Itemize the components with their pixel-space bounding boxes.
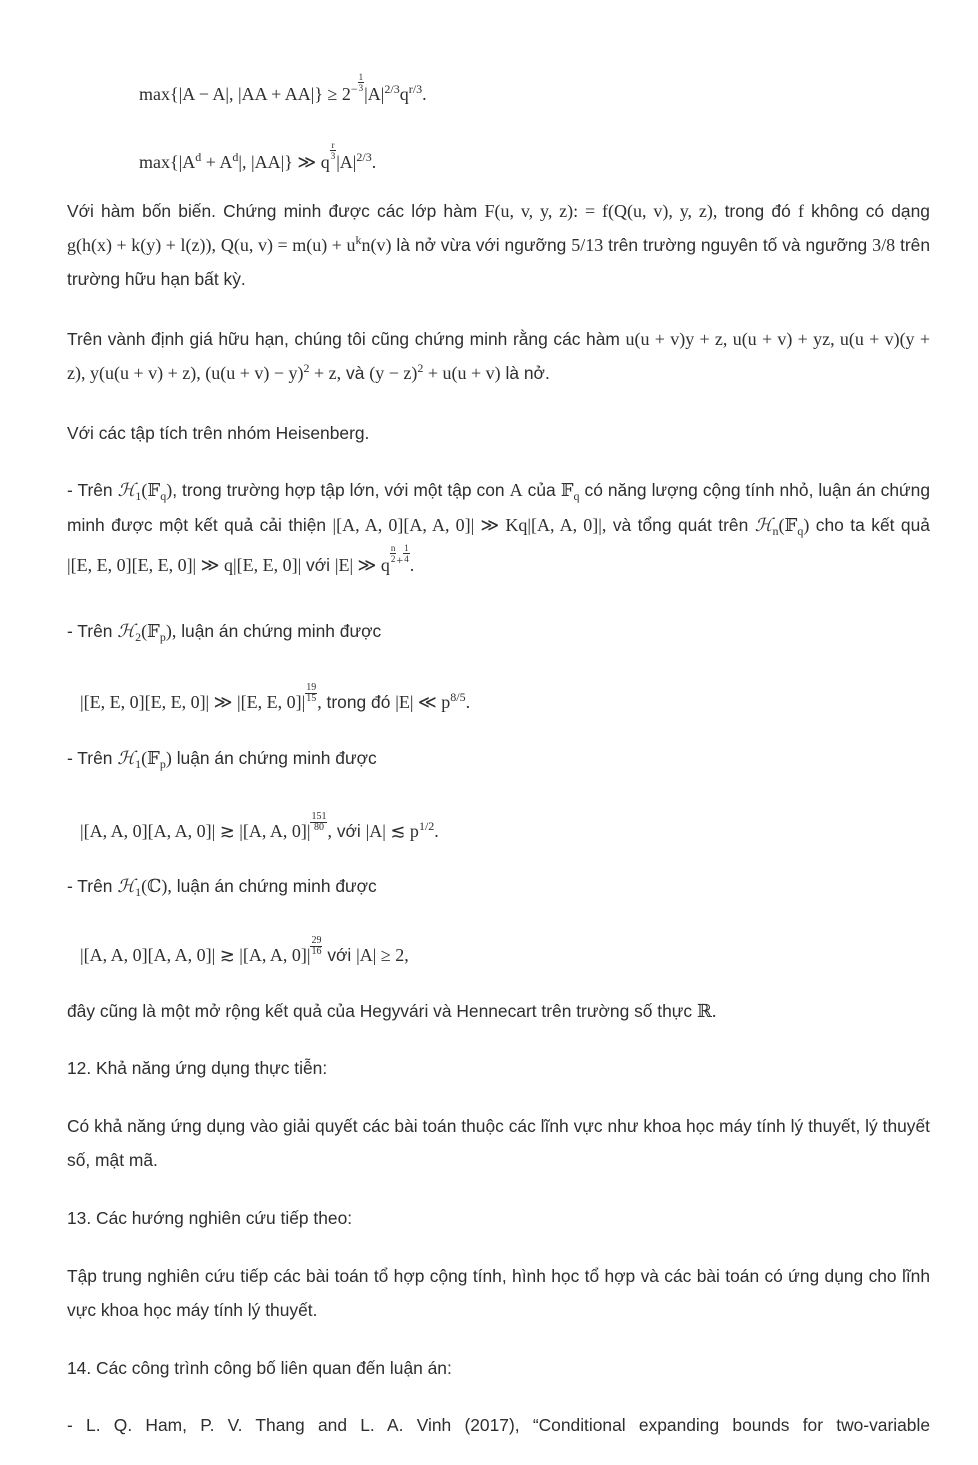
section-14-heading: 14. Các công trình công bố liên quan đến luận án:	[67, 1358, 452, 1378]
display-formula-2: $\max\{|A^d + A^d|$, |AA|} ≫ q $^{\frac{r}{3}}$ $|A|^{2/3}$.	[139, 140, 377, 172]
text-span: không có dạng	[811, 201, 930, 221]
math-threshold-3-8: 3/8	[872, 235, 896, 255]
math-lhs: |[A, A, 0][A, A, 0]| ≳ |[A, A, 0]|	[80, 945, 311, 965]
text-span: cho ta kết quả	[815, 515, 930, 535]
paragraph-four-variable-functions	[67, 194, 930, 296]
paragraph-h1-c	[67, 869, 930, 904]
text-span: với	[336, 821, 361, 841]
math-real-numbers: ℝ.	[696, 1001, 717, 1021]
math-f: f	[797, 201, 804, 221]
paragraph-h1-fq-large-set	[67, 473, 930, 582]
text-span: đây cũng là một mở rộng kết quả của Hegyvári và Hennecart trên trường số thực	[67, 1001, 693, 1021]
text-span: có năng lượng cộng tính nhỏ, luận án chứng minh được một kết quả cải thiện	[67, 480, 930, 535]
math-exponent: $\frac{19}{15}$	[306, 682, 317, 704]
math-field-fq: 𝔽$_q$	[560, 480, 580, 503]
math-heisenberg-hn-fq: ℋ$_n$(𝔽$_q$)	[754, 515, 810, 538]
math-lhs: |[A, A, 0][A, A, 0]| ≳ |[A, A, 0]|	[80, 821, 311, 841]
display-formula-h1-c	[80, 936, 409, 966]
text-span: luận án chứng minh được	[176, 748, 377, 768]
text-span: và	[346, 363, 365, 383]
paragraph-hegyvari	[67, 994, 930, 1028]
text-span: trong đó	[724, 201, 791, 221]
math-heisenberg-h1-fq: ℋ$_1$(𝔽$_q$)	[117, 480, 173, 503]
math-Q-def: Q(u, $v) = m(u) + u^kn(v)$	[220, 233, 392, 255]
section-12-heading: 12. Khả năng ứng dụng thực tiễn:	[67, 1058, 328, 1078]
math-lhs: |[E, E, 0][E, E, 0]| ≫ |[E, E, 0]|	[80, 692, 306, 712]
text-span: trong đó	[326, 692, 391, 712]
text-span: luận án chứng minh được	[181, 621, 382, 641]
math-function-list: u(u + v)y + z, u(u + v) + yz, u(u + v)(y + z), y(u(u + v) + z), $(u(u + v) - y)^2 + z$,	[67, 329, 930, 383]
heisenberg-intro: Với các tập tích trên nhóm Heisenberg.	[67, 423, 370, 443]
text-span: Trên vành định giá hữu hạn, chúng tôi cũng chứng minh rằng các hàm	[67, 329, 620, 349]
math-heisenberg-h1-c: ℋ$_1$(ℂ),	[117, 876, 172, 899]
text-span: - Trên	[67, 876, 113, 896]
text-span: với	[327, 945, 352, 965]
text-span: là nở.	[505, 363, 550, 383]
display-formula-h1-fp: |[A, A, 0][A, A, 0]| ≳ |[A, A, 0]| $\frac{151}{80}$ , với |A| ≲ $p^{1/2}$.	[80, 811, 439, 841]
math-exponent: $\frac{151}{80}$	[311, 811, 327, 833]
text-span: của	[527, 480, 556, 500]
section-12-body: Có khả năng ứng dụng vào giải quyết các bài toán thuộc các lĩnh vực như khoa học máy tính lý thuyết, lý thuyết số, mật mã.	[67, 1116, 930, 1170]
math-threshold-5-13: 5/13	[571, 235, 604, 255]
math-exponent: $\frac{29}{16}$	[311, 935, 322, 957]
text-span: - Trên	[67, 748, 113, 768]
math-condition: |E| ≪ $p^{8/5}$.	[395, 690, 471, 712]
paragraph-valuation-ring	[67, 322, 930, 390]
paragraph-h2-fp	[67, 614, 930, 649]
text-span: luận án chứng minh được	[176, 876, 377, 896]
display-formula-h2-fp: |[E, E, 0][E, E, 0]| ≫ |[E, E, 0]| $\frac{19}{15}$ , trong đó |E| ≪ $p^{8/5}$.	[80, 682, 471, 712]
math-condition: |A| ≲ $p^{1/2}$.	[365, 819, 439, 841]
math-condition-E: |E| ≫ q $^{\frac{n}{2} + \frac{1}{4}}$ .	[334, 543, 415, 575]
math-g-form: g(h(x) + k(y) + l(z)),	[67, 235, 216, 255]
math-result-improved: |[A, A, 0][A, A, 0]| ≫ Kq|[A, A, 0]|,	[332, 515, 607, 535]
section-13-heading: 13. Các hướng nghiên cứu tiếp theo:	[67, 1208, 353, 1228]
paragraph-h1-fp	[67, 741, 930, 776]
math-function-F: F(u, v, y, z): = f(Q(u, v), y, z),	[484, 201, 718, 221]
math-heisenberg-h2-fp: ℋ$_2$(𝔽$_p$),	[117, 621, 177, 644]
publication-item-1: - L. Q. Ham, P. V. Thang and L. A. Vinh (2017), “Conditional expanding bounds for two-variable	[67, 1415, 930, 1435]
math-condition: |A| ≥ 2,	[356, 945, 409, 965]
math-function-last: $(y - z)^2 + u(u + v)$	[369, 361, 501, 383]
text-span: và tổng quát trên	[612, 515, 749, 535]
text-span: Với hàm bốn biến. Chứng minh được các lớp hàm	[67, 201, 478, 221]
section-13-body: Tập trung nghiên cứu tiếp các bài toán tổ hợp cộng tính, hình học tổ hợp và các bài toán có ứng dụng cho lĩnh vực khoa học máy tính lý thuyết.	[67, 1266, 930, 1320]
math-heisenberg-h1-fp: ℋ$_1$(𝔽$_p$)	[117, 748, 172, 771]
text-span: , trong trường hợp tập lớn, với một tập con	[172, 480, 505, 500]
text-span: trên trường nguyên tố và ngưỡng	[608, 235, 868, 255]
text-span: trên trường hữu hạn bất kỳ.	[67, 235, 931, 289]
text-span: với	[306, 555, 331, 575]
text-span: - Trên	[67, 621, 113, 641]
display-formula-1: max{|A − A|, $|AA + AA|\} \ge 2^{- \frac{1}{3}}$ $|A|^{2/3}q^{r/3}$.	[139, 72, 427, 104]
text-span: là nở vừa với ngưỡng	[396, 235, 567, 255]
text-span: - Trên	[67, 480, 113, 500]
math-set-A: A	[509, 480, 523, 500]
math-result-general: |[E, E, 0][E, E, 0]| ≫ q|[E, E, 0]|	[67, 555, 302, 575]
